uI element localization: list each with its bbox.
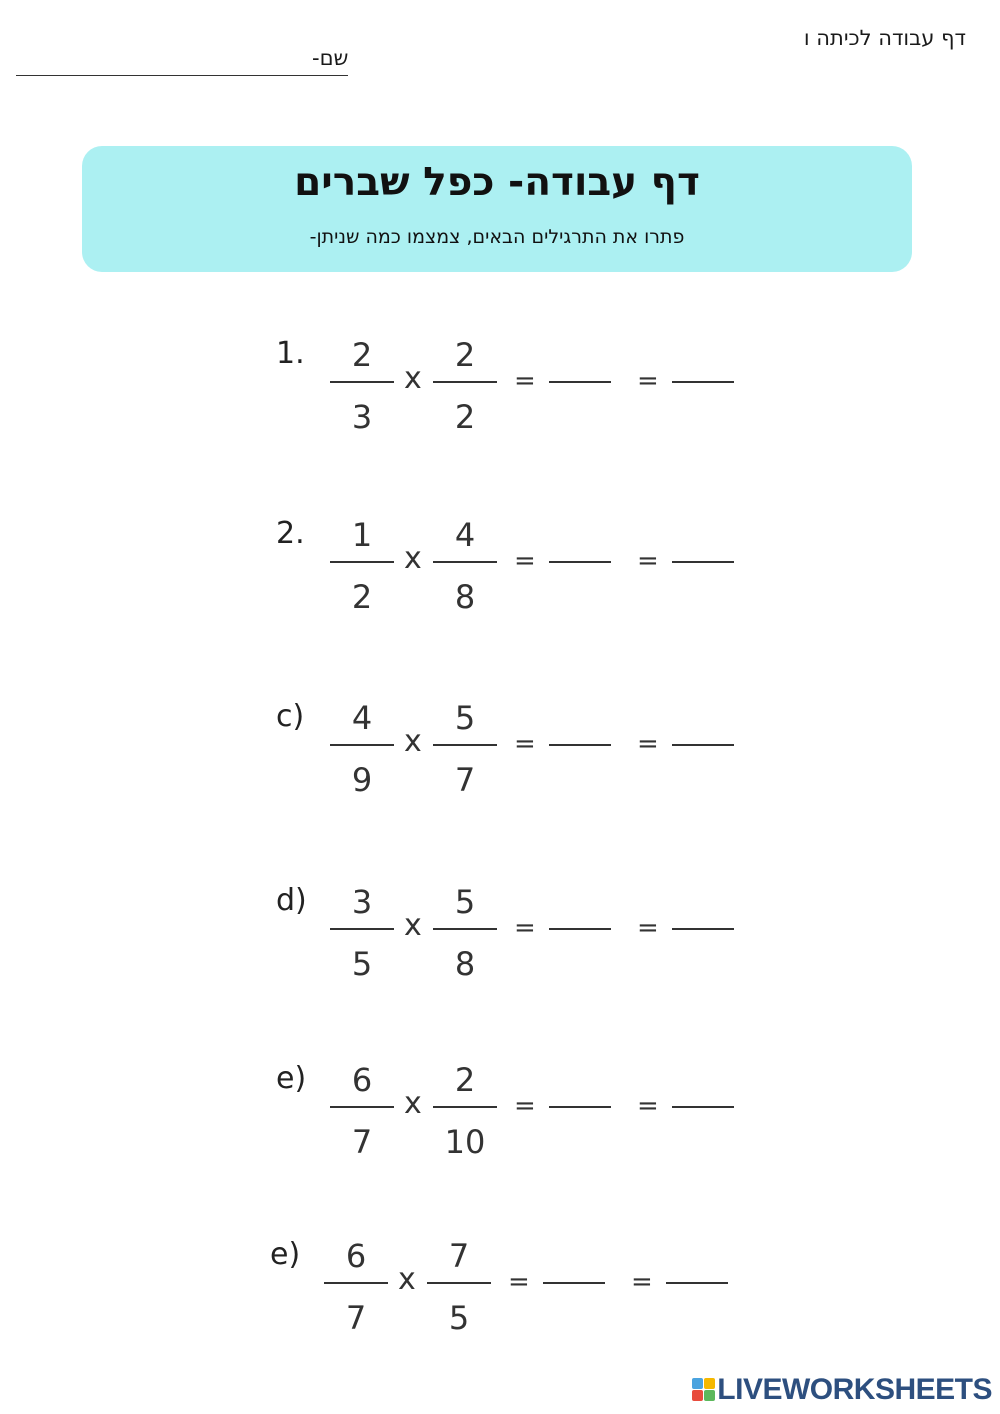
fraction-b-numerator: 4 [454, 516, 476, 554]
equals-sign: = [514, 913, 536, 943]
answer-blank-2[interactable] [672, 561, 734, 563]
equals-sign: = [637, 366, 659, 396]
answer-blank-1[interactable] [549, 928, 611, 930]
name-input-line[interactable] [16, 75, 348, 76]
fraction-b-bar [433, 1106, 497, 1108]
fraction-a-denominator: 7 [345, 1299, 367, 1337]
fraction-a-bar [330, 928, 394, 930]
answer-blank-2[interactable] [672, 928, 734, 930]
liveworksheets-logo-icon [692, 1378, 715, 1402]
fraction-a-numerator: 6 [351, 1061, 373, 1099]
fraction-a-bar [330, 744, 394, 746]
problem-label: e) [270, 1237, 301, 1272]
title-banner [82, 146, 912, 272]
multiply-sign: x [404, 361, 422, 396]
answer-blank-2[interactable] [672, 744, 734, 746]
fraction-b-numerator: 2 [454, 1061, 476, 1099]
fraction-a-numerator: 1 [351, 516, 373, 554]
problem-label: 2. [276, 516, 305, 551]
fraction-a-denominator: 5 [351, 945, 373, 983]
fraction-b-bar [433, 744, 497, 746]
logo-text: LIVEWORKSHEETS [717, 1373, 992, 1406]
fraction-b-numerator: 7 [448, 1237, 470, 1275]
answer-blank-1[interactable] [549, 381, 611, 383]
name-label: שם- [312, 46, 349, 70]
fraction-b-bar [427, 1282, 491, 1284]
fraction-a-bar [330, 561, 394, 563]
answer-blank-1[interactable] [549, 744, 611, 746]
fraction-b-denominator: 10 [444, 1123, 486, 1161]
problem-6 [0, 1237, 1000, 1357]
problem-label: e) [276, 1061, 307, 1096]
problem-label: 1. [276, 336, 305, 371]
multiply-sign: x [404, 724, 422, 759]
answer-blank-2[interactable] [666, 1282, 728, 1284]
fraction-a-numerator: 6 [345, 1237, 367, 1275]
fraction-a-numerator: 4 [351, 699, 373, 737]
fraction-b-numerator: 2 [454, 336, 476, 374]
answer-blank-2[interactable] [672, 1106, 734, 1108]
equals-sign: = [637, 729, 659, 759]
fraction-a-bar [330, 1106, 394, 1108]
fraction-a-denominator: 7 [351, 1123, 373, 1161]
fraction-b-bar [433, 928, 497, 930]
fraction-a-denominator: 2 [351, 578, 373, 616]
worksheet-title: דף עבודה- כפל שברים [294, 160, 700, 205]
fraction-b-numerator: 5 [454, 883, 476, 921]
fraction-b-denominator: 8 [454, 578, 476, 616]
fraction-b-numerator: 5 [454, 699, 476, 737]
equals-sign: = [637, 1091, 659, 1121]
fraction-b-bar [433, 381, 497, 383]
fraction-a-bar [330, 381, 394, 383]
fraction-b-denominator: 2 [454, 398, 476, 436]
equals-sign: = [508, 1267, 530, 1297]
multiply-sign: x [398, 1262, 416, 1297]
fraction-a-numerator: 3 [351, 883, 373, 921]
problem-4 [0, 883, 1000, 1003]
equals-sign: = [514, 366, 536, 396]
fraction-a-denominator: 9 [351, 761, 373, 799]
worksheet-instructions: פתרו את התרגילים הבאים, צמצמו כמה שניתן- [309, 226, 685, 248]
liveworksheets-logo [692, 1373, 992, 1407]
equals-sign: = [514, 1091, 536, 1121]
problem-5 [0, 1061, 1000, 1181]
answer-blank-1[interactable] [543, 1282, 605, 1284]
problem-2 [0, 516, 1000, 636]
fraction-b-bar [433, 561, 497, 563]
answer-blank-1[interactable] [549, 561, 611, 563]
multiply-sign: x [404, 1086, 422, 1121]
multiply-sign: x [404, 541, 422, 576]
fraction-a-numerator: 2 [351, 336, 373, 374]
equals-sign: = [514, 729, 536, 759]
problem-label: c) [276, 699, 305, 734]
fraction-a-bar [324, 1282, 388, 1284]
fraction-b-denominator: 7 [454, 761, 476, 799]
problem-1 [0, 336, 1000, 456]
worksheet-class-label: דף עבודה לכיתה ו [803, 26, 966, 50]
answer-blank-1[interactable] [549, 1106, 611, 1108]
problem-label: d) [276, 883, 307, 918]
answer-blank-2[interactable] [672, 381, 734, 383]
fraction-a-denominator: 3 [351, 398, 373, 436]
equals-sign: = [631, 1267, 653, 1297]
equals-sign: = [514, 546, 536, 576]
multiply-sign: x [404, 908, 422, 943]
equals-sign: = [637, 546, 659, 576]
fraction-b-denominator: 8 [454, 945, 476, 983]
fraction-b-denominator: 5 [448, 1299, 470, 1337]
problem-3 [0, 699, 1000, 819]
equals-sign: = [637, 913, 659, 943]
